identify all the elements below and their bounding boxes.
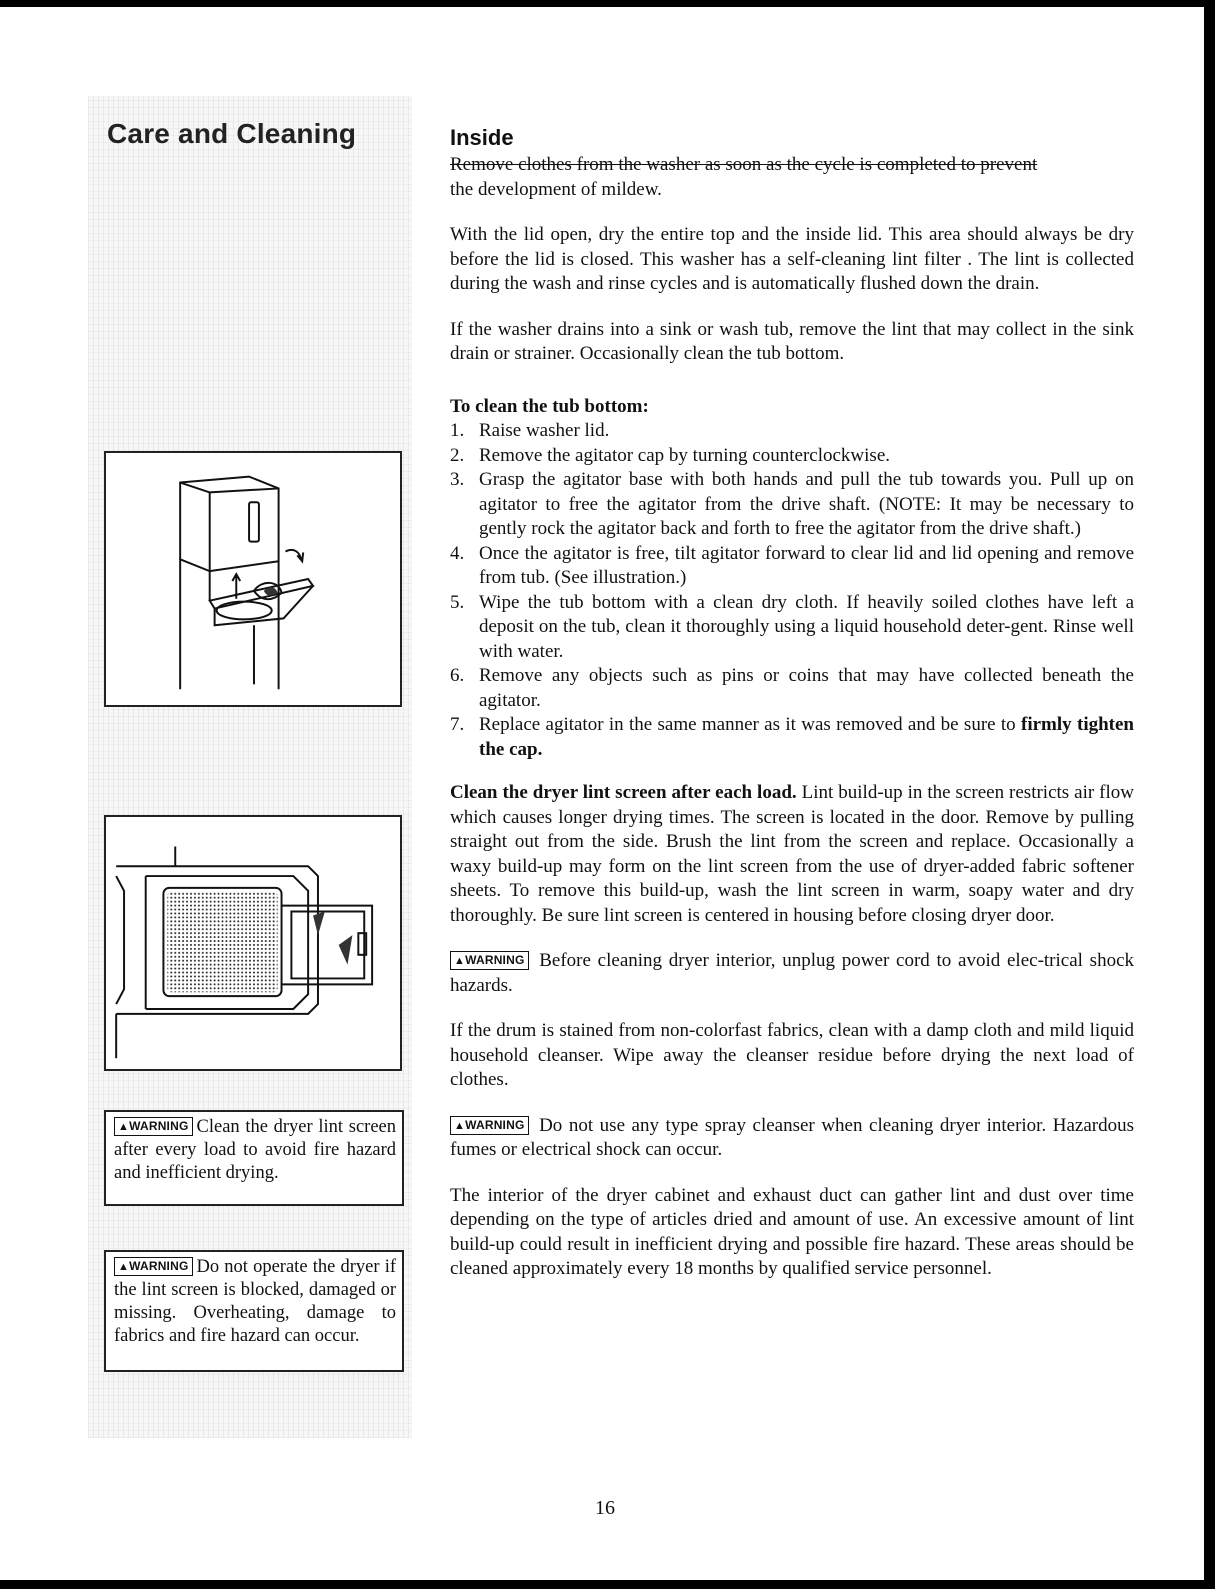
sink-paragraph: If the washer drains into a sink or wash tub, remove the lint that may collect in the sink drain or strainer. Occasionally clean the tub bottom. (450, 318, 1134, 364)
list-item: 7. Replace agitator in the same manner as it was removed and be sure to firmly tighten the cap. (450, 714, 1134, 760)
warning-text: Clean the dryer lint screen after every load to avoid fire hazard and inefficient drying. (114, 1117, 396, 1183)
warning-triangle-icon: ▲ (118, 1261, 130, 1273)
lint-screen-bold: Clean the dryer lint screen after each load. (450, 782, 797, 803)
list-item: 1. Raise washer lid. (450, 420, 610, 441)
lint-screen-paragraph: Clean the dryer lint screen after each load. Lint build-up in the screen restricts air flow which causes longer drying times. The screen is located in the door. Remove by pulling straight out from the side. Brush the lint from the screen and replace. Occasionally a waxy build-up may form on the lint screen from the use of dryer-added fabric softener sheets. To remove this build-up, wash the lint screen in warm, soapy water and dry thoroughly. Be sure lint screen is centered in housing before closing dryer door. (450, 782, 1134, 926)
washer-dryer-drawing (106, 453, 400, 705)
tub-cleaning-steps (450, 419, 1134, 762)
agitator-removal-illustration (104, 451, 402, 707)
warning-badge: ▲WARNING (114, 1257, 193, 1276)
warning-badge: ▲WARNING (450, 951, 529, 970)
intro-rest-text: the development of mildew. (450, 178, 662, 200)
warning-triangle-icon: ▲ (454, 955, 466, 967)
cabinet-paragraph: The interior of the dryer cabinet and exhaust duct can gather lint and dust over time depending on the type of articles dried and amount of use. An excessive amount of lint build-up could result in inefficient drying and possible fire hazard. These areas should be cleaned approximately every 18 months by qualified service personnel. (450, 1184, 1134, 1279)
lid-paragraph: With the lid open, dry the entire top and the inside lid. This area should always be dry before the lid is closed. This washer has a self-cleaning lint filter . The lint is collected during the wash and rinse cycles and is automatically flushed down the drain. (450, 224, 1134, 294)
step-7-bold: firmly tighten the cap. (479, 714, 1134, 760)
page-number: 16 (595, 1497, 615, 1519)
list-item: 2. Remove the agitator cap by turning counterclockwise. (450, 444, 891, 466)
list-item: 5. Wipe the tub bottom with a clean dry cloth. If heavily soiled clothes have left a deposit on the tub, clean it thoroughly using a liquid household deter-gent. Rinse well with water. (450, 591, 1134, 662)
main-content (450, 124, 1134, 1303)
page-border-right (1204, 0, 1215, 1589)
sidebar-warning-do-not-operate (104, 1250, 404, 1372)
page-border-top (0, 0, 1215, 7)
warning-spray-cleanser: ▲WARNING Do not use any type spray cleanser when cleaning dryer interior. Hazardous fumes or electrical shock can occur. (450, 1114, 1135, 1160)
steps-heading: To clean the tub bottom: (450, 395, 649, 417)
lint-screen-illustration (104, 815, 402, 1071)
page-border-bottom (0, 1580, 1215, 1589)
warning-badge: ▲WARNING (114, 1117, 193, 1136)
section-title: Care and Cleaning (107, 118, 357, 149)
warning-triangle-icon: ▲ (118, 1121, 130, 1133)
dryer-door-lint-screen-drawing (106, 817, 400, 1069)
sidebar-panel (88, 96, 412, 1438)
list-item: 6. Remove any objects such as pins or coins that may have collected beneath the agitator. (450, 665, 1134, 711)
inside-heading: Inside (450, 125, 514, 150)
warning-triangle-icon: ▲ (454, 1119, 466, 1132)
sidebar-warning-lint-screen (104, 1110, 404, 1206)
list-item: 4. Once the agitator is free, tilt agitator forward to clear lid and lid opening and remove from tub. (See illustration.) (450, 542, 1134, 588)
intro-struck-text: Remove clothes from the washer as soon as the cycle is completed to prevent (450, 154, 1038, 175)
drum-stain-paragraph: If the drum is stained from non-colorfast fabrics, clean with a damp cloth and mild liquid household cleanser. Wipe away the cleanser residue before drying the next load of clothes. (450, 1020, 1134, 1090)
intro-paragraph (450, 153, 1134, 202)
warning-badge: ▲WARNING (450, 1116, 529, 1135)
list-item: 3. Grasp the agitator base with both hands and pull the tub towards you. Pull up on agitator to free the agitator from the drive shaft. (NOTE: It may be necessary to gently rock the agitator back and forth to free the agitator from the drive shaft.) (450, 469, 1134, 539)
warning-text: Do not operate the dryer if the lint screen is blocked, damaged or missing. Overheating, damage to fabrics and fire hazard can occur. (114, 1257, 396, 1346)
warning-unplug: ▲WARNING Before cleaning dryer interior, unplug power cord to avoid elec-trical shock hazards. (450, 950, 1135, 996)
